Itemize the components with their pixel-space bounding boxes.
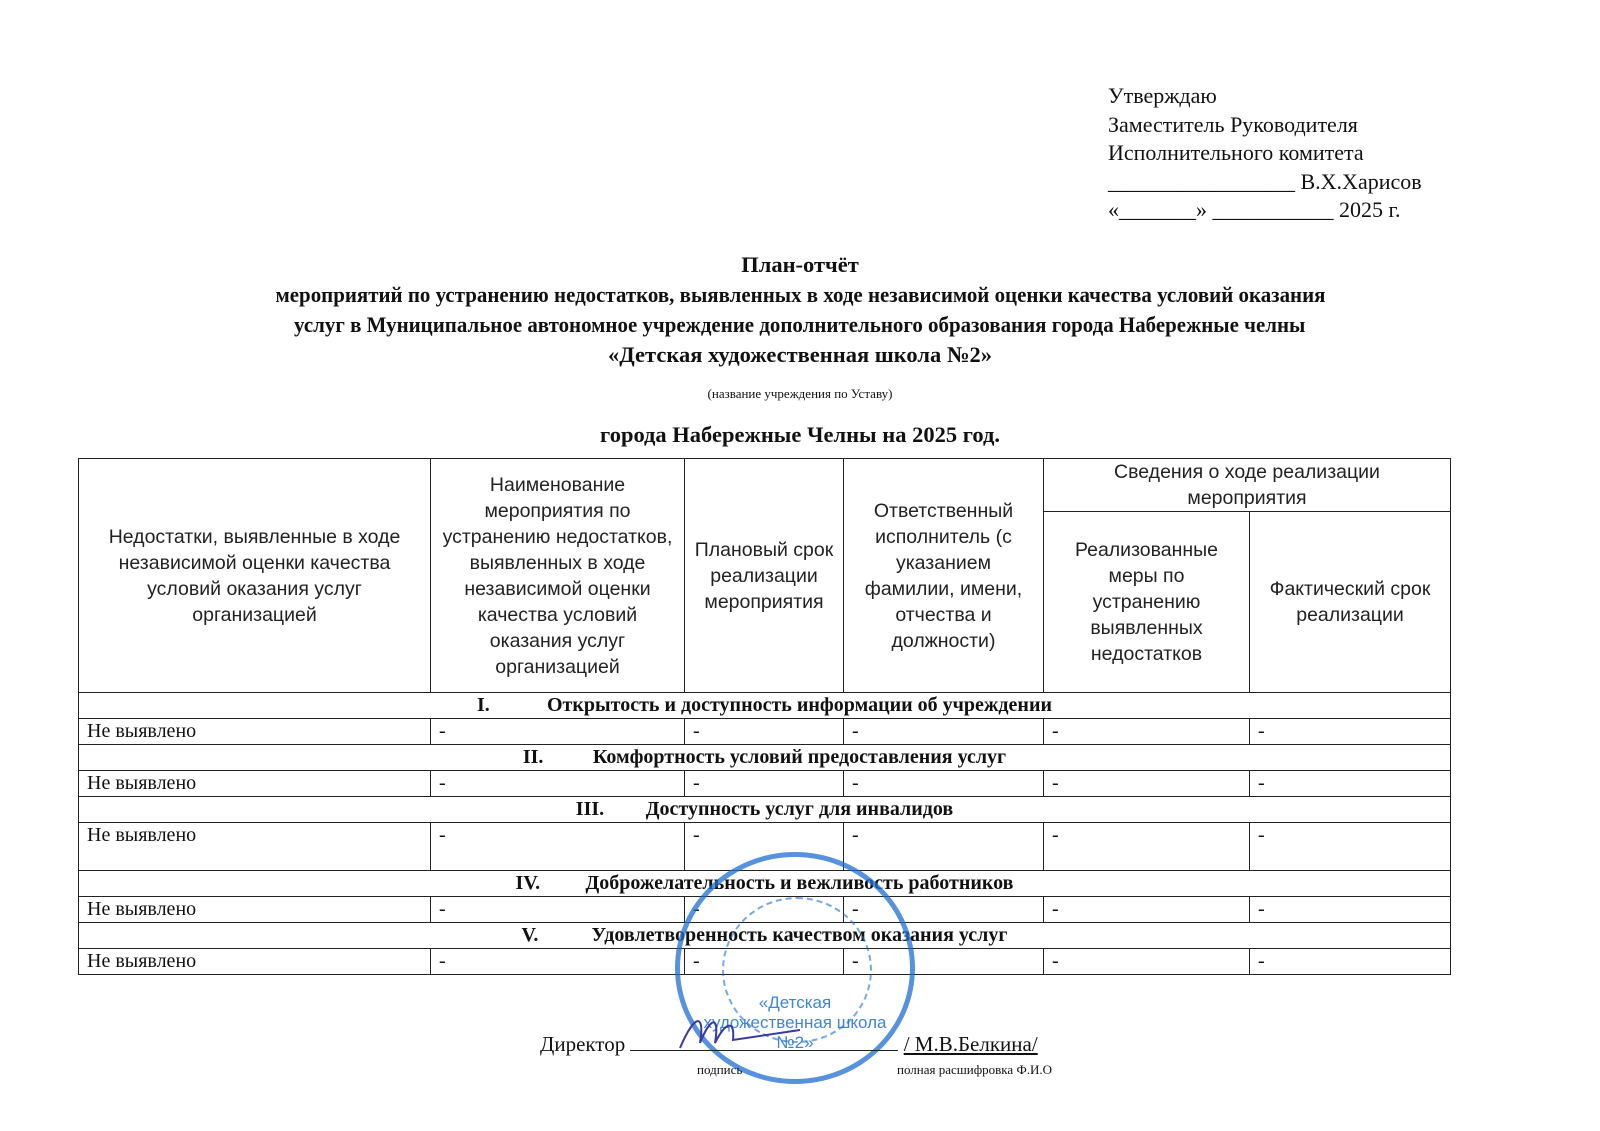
table-cell: - bbox=[685, 719, 844, 745]
institution-name: «Детская художественная школа №2» bbox=[608, 342, 992, 367]
approval-line: Утверждаю bbox=[1108, 83, 1217, 108]
section-label: Удовлетворенность качеством оказания услуг bbox=[591, 924, 1008, 946]
table-cell: Не выявлено bbox=[79, 823, 431, 871]
section-row bbox=[79, 871, 1451, 897]
table-cell: - bbox=[1250, 771, 1451, 797]
signature-line bbox=[540, 1032, 1038, 1057]
table-cell: - bbox=[844, 823, 1044, 871]
table-cell: - bbox=[844, 771, 1044, 797]
table-cell: - bbox=[844, 949, 1044, 975]
table-cell: Не выявлено bbox=[79, 897, 431, 923]
header-planned-date: Плановый срок реализации мероприятия bbox=[685, 459, 844, 693]
signature-field bbox=[630, 1032, 898, 1051]
table-cell: - bbox=[1044, 897, 1250, 923]
table-cell: - bbox=[1250, 897, 1451, 923]
section-title bbox=[79, 745, 1451, 771]
table-cell: - bbox=[685, 897, 844, 923]
table-cell: - bbox=[431, 949, 685, 975]
plan-table bbox=[78, 458, 1451, 975]
section-number: III. bbox=[575, 798, 605, 820]
table-cell: - bbox=[431, 771, 685, 797]
table-cell: - bbox=[1250, 719, 1451, 745]
section-label: Комфортность условий предоставления услуг bbox=[592, 746, 1007, 768]
approval-line: Исполнительного комитета bbox=[1108, 140, 1364, 165]
section-row bbox=[79, 745, 1451, 771]
table-cell: Не выявлено bbox=[79, 771, 431, 797]
section-label: Открытость и доступность информации об учреждении bbox=[547, 694, 1052, 716]
header-measure: Наименование мероприятия по устранению недостатков, выявленных в ходе независимой оценки качества условий оказания услуг организацией bbox=[431, 459, 685, 693]
table-cell: - bbox=[431, 897, 685, 923]
table-row bbox=[79, 949, 1451, 975]
title-city-year: города Набережные Челны на 2025 год. bbox=[600, 422, 1000, 447]
table-row bbox=[79, 771, 1451, 797]
table-cell: - bbox=[685, 771, 844, 797]
approval-line: _________________ В.Х.Харисов bbox=[1108, 168, 1422, 194]
header-shortcomings: Недостатки, выявленные в ходе независимой оценки качества условий оказания услуг организацией bbox=[79, 459, 431, 693]
approval-block bbox=[1108, 82, 1422, 225]
section-number: IV. bbox=[515, 872, 541, 894]
table-cell: - bbox=[1250, 823, 1451, 871]
table-row bbox=[79, 719, 1451, 745]
table-cell: - bbox=[685, 823, 844, 871]
section-label: Доступность услуг для инвалидов bbox=[645, 798, 954, 820]
table-cell: - bbox=[1044, 771, 1250, 797]
approval-date-line: «_______» ___________ 2025 г. bbox=[1108, 197, 1401, 222]
table-cell: - bbox=[844, 719, 1044, 745]
table-cell: - bbox=[1044, 823, 1250, 871]
section-title bbox=[79, 923, 1451, 949]
signature-name: / М.В.Белкина/ bbox=[903, 1032, 1038, 1056]
section-title bbox=[79, 797, 1451, 823]
signature-role: Директор bbox=[540, 1032, 626, 1056]
title-line bbox=[0, 312, 1600, 338]
document-title: План-отчёт bbox=[741, 252, 859, 277]
table-cell: - bbox=[431, 719, 685, 745]
header-implemented-measures: Реализованные меры по устранению выявленных недостатков bbox=[1044, 512, 1250, 693]
section-number: V. bbox=[521, 924, 539, 946]
table-cell: - bbox=[1250, 949, 1451, 975]
title-text: мероприятий по устранению недостатков, выявленных в ходе независимой оценки качества условий оказания bbox=[275, 282, 1325, 307]
name-caption: полная расшифровка Ф.И.О bbox=[897, 1062, 1052, 1077]
table-cell: - bbox=[844, 897, 1044, 923]
stamp-text: «Детская художественная школа №2» bbox=[703, 993, 887, 1052]
table-cell: Не выявлено bbox=[79, 949, 431, 975]
section-title bbox=[79, 693, 1451, 719]
header-implementation-group: Сведения о ходе реализации мероприятия bbox=[1044, 459, 1451, 512]
approval-line: Заместитель Руководителя bbox=[1108, 111, 1358, 137]
signature-caption: подпись bbox=[697, 1062, 743, 1077]
table-cell: - bbox=[685, 949, 844, 975]
title-line bbox=[0, 282, 1600, 308]
table-cell: - bbox=[1044, 949, 1250, 975]
header-actual-date: Фактический срок реализации bbox=[1250, 512, 1451, 693]
section-number: II. bbox=[522, 746, 544, 768]
table-row bbox=[79, 897, 1451, 923]
table-cell: - bbox=[431, 823, 685, 871]
header-responsible: Ответственный исполнитель (с указанием фамилии, имени, отчества и должности) bbox=[844, 459, 1044, 693]
section-row bbox=[79, 923, 1451, 949]
title-text: услуг в Муниципальное автономное учреждение дополнительного образования города Набережные челны bbox=[294, 312, 1306, 337]
section-title bbox=[79, 871, 1451, 897]
section-label: Доброжелательность и вежливость работников bbox=[585, 872, 1014, 894]
table-cell: - bbox=[1044, 719, 1250, 745]
table-cell: Не выявлено bbox=[79, 719, 431, 745]
section-row bbox=[79, 693, 1451, 719]
section-row bbox=[79, 797, 1451, 823]
section-number: I. bbox=[477, 694, 490, 716]
table-row bbox=[79, 823, 1451, 871]
institution-note: (название учреждения по Уставу) bbox=[707, 386, 893, 401]
